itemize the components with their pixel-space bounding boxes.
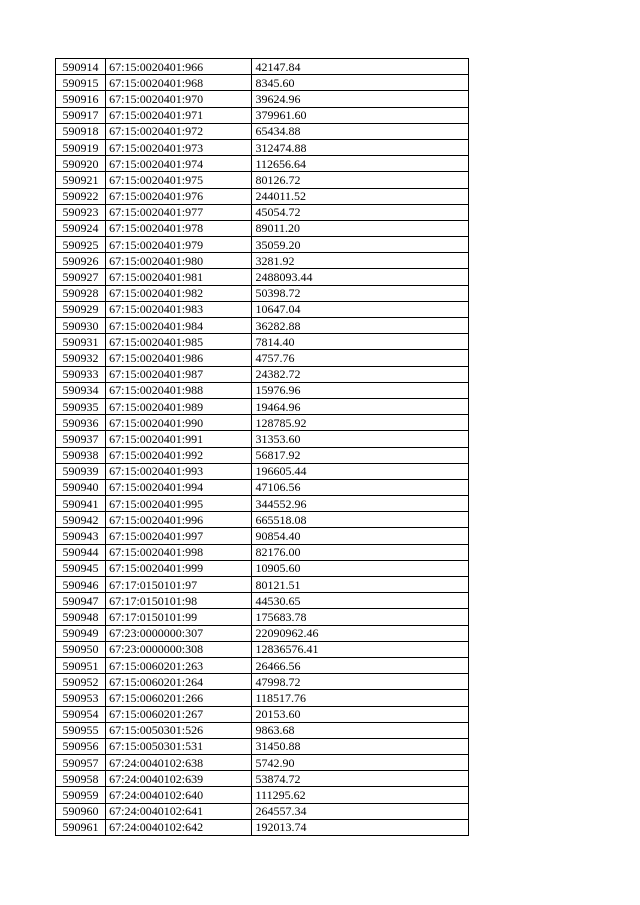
cadastral-number-cell: 67:15:0020401:970 [106, 91, 252, 107]
cadastral-number-cell: 67:15:0020401:968 [106, 75, 252, 91]
cadastral-number-cell: 67:15:0020401:979 [106, 237, 252, 253]
cadastral-number-cell: 67:15:0020401:996 [106, 512, 252, 528]
cadastral-number-cell: 67:15:0050301:526 [106, 722, 252, 738]
row-id-cell: 590921 [56, 172, 106, 188]
row-id-cell: 590955 [56, 722, 106, 738]
cadastral-number-cell: 67:15:0020401:982 [106, 285, 252, 301]
table-row [56, 706, 469, 722]
value-cell: 20153.60 [252, 706, 469, 722]
value-cell: 5742.90 [252, 755, 469, 771]
cadastral-number-cell: 67:24:0040102:640 [106, 787, 252, 803]
cadastral-number-cell: 67:15:0050301:531 [106, 738, 252, 754]
row-id-cell: 590949 [56, 625, 106, 641]
table-row [56, 447, 469, 463]
row-id-cell: 590943 [56, 528, 106, 544]
value-cell: 45054.72 [252, 204, 469, 220]
value-cell: 15976.96 [252, 382, 469, 398]
row-id-cell: 590936 [56, 415, 106, 431]
cadastral-number-cell: 67:24:0040102:639 [106, 771, 252, 787]
value-cell: 7814.40 [252, 334, 469, 350]
table-row [56, 560, 469, 576]
table-row [56, 334, 469, 350]
cadastral-number-cell: 67:15:0020401:980 [106, 253, 252, 269]
row-id-cell: 590928 [56, 285, 106, 301]
value-cell: 44530.65 [252, 593, 469, 609]
table-row [56, 172, 469, 188]
value-cell: 19464.96 [252, 398, 469, 414]
cadastral-number-cell: 67:15:0020401:981 [106, 269, 252, 285]
value-cell: 12836576.41 [252, 641, 469, 657]
table-row [56, 738, 469, 754]
row-id-cell: 590960 [56, 803, 106, 819]
table-row [56, 301, 469, 317]
cadastral-number-cell: 67:15:0020401:971 [106, 107, 252, 123]
table-row [56, 787, 469, 803]
row-id-cell: 590957 [56, 755, 106, 771]
cadastral-number-cell: 67:17:0150101:99 [106, 609, 252, 625]
table-row [56, 204, 469, 220]
table-row [56, 674, 469, 690]
value-cell: 56817.92 [252, 447, 469, 463]
value-cell: 2488093.44 [252, 269, 469, 285]
row-id-cell: 590929 [56, 301, 106, 317]
table-row [56, 463, 469, 479]
row-id-cell: 590932 [56, 350, 106, 366]
cadastral-number-cell: 67:15:0020401:983 [106, 301, 252, 317]
cadastral-number-cell: 67:15:0020401:988 [106, 382, 252, 398]
row-id-cell: 590919 [56, 139, 106, 155]
value-cell: 665518.08 [252, 512, 469, 528]
value-cell: 192013.74 [252, 819, 469, 835]
table-row [56, 107, 469, 123]
cadastral-number-cell: 67:15:0020401:987 [106, 366, 252, 382]
table-row [56, 544, 469, 560]
cadastral-number-cell: 67:15:0020401:986 [106, 350, 252, 366]
value-cell: 112656.64 [252, 156, 469, 172]
table-row [56, 91, 469, 107]
value-cell: 80121.51 [252, 577, 469, 593]
value-cell: 89011.20 [252, 220, 469, 236]
table-row [56, 690, 469, 706]
row-id-cell: 590920 [56, 156, 106, 172]
cadastral-number-cell: 67:24:0040102:642 [106, 819, 252, 835]
row-id-cell: 590935 [56, 398, 106, 414]
table-row [56, 479, 469, 495]
value-cell: 10905.60 [252, 560, 469, 576]
value-cell: 244011.52 [252, 188, 469, 204]
row-id-cell: 590948 [56, 609, 106, 625]
table-row [56, 382, 469, 398]
value-cell: 264557.34 [252, 803, 469, 819]
table-row [56, 318, 469, 334]
row-id-cell: 590940 [56, 479, 106, 495]
cadastral-number-cell: 67:15:0020401:993 [106, 463, 252, 479]
table-row [56, 593, 469, 609]
row-id-cell: 590946 [56, 577, 106, 593]
cadastral-number-cell: 67:15:0020401:966 [106, 59, 252, 75]
value-cell: 80126.72 [252, 172, 469, 188]
row-id-cell: 590961 [56, 819, 106, 835]
cadastral-number-cell: 67:15:0060201:267 [106, 706, 252, 722]
cadastral-number-cell: 67:17:0150101:97 [106, 577, 252, 593]
value-cell: 196605.44 [252, 463, 469, 479]
cadastral-number-cell: 67:23:0000000:307 [106, 625, 252, 641]
table-row [56, 156, 469, 172]
value-cell: 53874.72 [252, 771, 469, 787]
table-row [56, 237, 469, 253]
table-row [56, 803, 469, 819]
table-row [56, 366, 469, 382]
table-row [56, 819, 469, 835]
value-cell: 312474.88 [252, 139, 469, 155]
value-cell: 35059.20 [252, 237, 469, 253]
table-row [56, 609, 469, 625]
row-id-cell: 590931 [56, 334, 106, 350]
cadastral-number-cell: 67:15:0020401:994 [106, 479, 252, 495]
cadastral-number-cell: 67:17:0150101:98 [106, 593, 252, 609]
value-cell: 379961.60 [252, 107, 469, 123]
table-row [56, 657, 469, 673]
cadastral-number-cell: 67:15:0020401:975 [106, 172, 252, 188]
table-row [56, 59, 469, 75]
cadastral-number-cell: 67:15:0020401:999 [106, 560, 252, 576]
cadastral-number-cell: 67:15:0020401:997 [106, 528, 252, 544]
cadastral-number-cell: 67:15:0020401:990 [106, 415, 252, 431]
cadastral-number-cell: 67:15:0060201:266 [106, 690, 252, 706]
row-id-cell: 590925 [56, 237, 106, 253]
cadastral-number-cell: 67:15:0020401:972 [106, 123, 252, 139]
table-body [56, 59, 469, 836]
value-cell: 65434.88 [252, 123, 469, 139]
cadastral-number-cell: 67:15:0020401:992 [106, 447, 252, 463]
table-row [56, 415, 469, 431]
row-id-cell: 590926 [56, 253, 106, 269]
row-id-cell: 590958 [56, 771, 106, 787]
cadastral-number-cell: 67:15:0020401:989 [106, 398, 252, 414]
value-cell: 111295.62 [252, 787, 469, 803]
table-row [56, 577, 469, 593]
cadastral-number-cell: 67:23:0000000:308 [106, 641, 252, 657]
value-cell: 24382.72 [252, 366, 469, 382]
row-id-cell: 590942 [56, 512, 106, 528]
value-cell: 344552.96 [252, 496, 469, 512]
value-cell: 90854.40 [252, 528, 469, 544]
table-row [56, 771, 469, 787]
table-row [56, 496, 469, 512]
cadastral-number-cell: 67:15:0020401:973 [106, 139, 252, 155]
cadastral-number-cell: 67:15:0020401:974 [106, 156, 252, 172]
table-row [56, 431, 469, 447]
row-id-cell: 590933 [56, 366, 106, 382]
row-id-cell: 590916 [56, 91, 106, 107]
row-id-cell: 590922 [56, 188, 106, 204]
row-id-cell: 590915 [56, 75, 106, 91]
row-id-cell: 590918 [56, 123, 106, 139]
cadastral-number-cell: 67:15:0020401:998 [106, 544, 252, 560]
value-cell: 47998.72 [252, 674, 469, 690]
value-cell: 50398.72 [252, 285, 469, 301]
row-id-cell: 590941 [56, 496, 106, 512]
value-cell: 36282.88 [252, 318, 469, 334]
table-row [56, 188, 469, 204]
row-id-cell: 590944 [56, 544, 106, 560]
row-id-cell: 590914 [56, 59, 106, 75]
row-id-cell: 590950 [56, 641, 106, 657]
data-table [55, 58, 469, 836]
value-cell: 128785.92 [252, 415, 469, 431]
value-cell: 175683.78 [252, 609, 469, 625]
cadastral-number-cell: 67:15:0060201:264 [106, 674, 252, 690]
value-cell: 82176.00 [252, 544, 469, 560]
cadastral-number-cell: 67:15:0020401:976 [106, 188, 252, 204]
value-cell: 3281.92 [252, 253, 469, 269]
value-cell: 26466.56 [252, 657, 469, 673]
value-cell: 118517.76 [252, 690, 469, 706]
table-row [56, 139, 469, 155]
cadastral-number-cell: 67:15:0020401:985 [106, 334, 252, 350]
table-row [56, 123, 469, 139]
cadastral-number-cell: 67:24:0040102:638 [106, 755, 252, 771]
value-cell: 47106.56 [252, 479, 469, 495]
row-id-cell: 590927 [56, 269, 106, 285]
row-id-cell: 590956 [56, 738, 106, 754]
value-cell: 31450.88 [252, 738, 469, 754]
value-cell: 42147.84 [252, 59, 469, 75]
row-id-cell: 590924 [56, 220, 106, 236]
table-row [56, 253, 469, 269]
row-id-cell: 590952 [56, 674, 106, 690]
cadastral-number-cell: 67:15:0020401:991 [106, 431, 252, 447]
table-row [56, 641, 469, 657]
row-id-cell: 590945 [56, 560, 106, 576]
cadastral-number-cell: 67:15:0060201:263 [106, 657, 252, 673]
row-id-cell: 590934 [56, 382, 106, 398]
cadastral-number-cell: 67:15:0020401:984 [106, 318, 252, 334]
value-cell: 8345.60 [252, 75, 469, 91]
row-id-cell: 590947 [56, 593, 106, 609]
row-id-cell: 590951 [56, 657, 106, 673]
row-id-cell: 590937 [56, 431, 106, 447]
table-row [56, 220, 469, 236]
table-row [56, 398, 469, 414]
table-row [56, 350, 469, 366]
cadastral-number-cell: 67:15:0020401:977 [106, 204, 252, 220]
row-id-cell: 590930 [56, 318, 106, 334]
table-row [56, 285, 469, 301]
table-row [56, 512, 469, 528]
value-cell: 22090962.46 [252, 625, 469, 641]
row-id-cell: 590954 [56, 706, 106, 722]
table-row [56, 625, 469, 641]
value-cell: 10647.04 [252, 301, 469, 317]
row-id-cell: 590917 [56, 107, 106, 123]
table-row [56, 755, 469, 771]
table-row [56, 722, 469, 738]
value-cell: 9863.68 [252, 722, 469, 738]
row-id-cell: 590938 [56, 447, 106, 463]
cadastral-number-cell: 67:15:0020401:995 [106, 496, 252, 512]
table-row [56, 528, 469, 544]
table-row [56, 75, 469, 91]
value-cell: 4757.76 [252, 350, 469, 366]
cadastral-number-cell: 67:15:0020401:978 [106, 220, 252, 236]
row-id-cell: 590939 [56, 463, 106, 479]
table-row [56, 269, 469, 285]
row-id-cell: 590953 [56, 690, 106, 706]
row-id-cell: 590959 [56, 787, 106, 803]
value-cell: 39624.96 [252, 91, 469, 107]
row-id-cell: 590923 [56, 204, 106, 220]
value-cell: 31353.60 [252, 431, 469, 447]
cadastral-number-cell: 67:24:0040102:641 [106, 803, 252, 819]
